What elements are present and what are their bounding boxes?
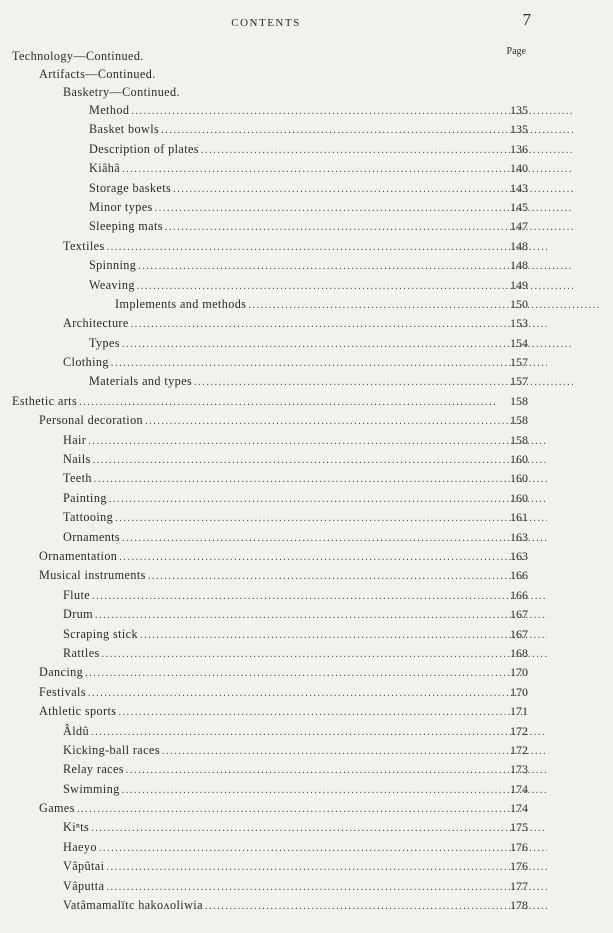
toc-entry-label: Festivals <box>39 684 86 699</box>
toc-entry <box>0 450 613 469</box>
toc-entry-label: Textiles <box>63 238 105 253</box>
toc-entry-label: Swimming <box>63 781 120 796</box>
toc-entry <box>0 741 613 760</box>
toc-entry-page: 178 <box>510 898 528 913</box>
dot-leader <box>111 354 547 373</box>
toc-entry-page: 167 <box>510 626 528 641</box>
toc-entry <box>0 411 613 430</box>
toc-entry-page: 158 <box>510 393 528 408</box>
toc-entry <box>0 276 613 295</box>
toc-entry-label: Materials and types <box>89 374 193 389</box>
toc-entry-label: Teeth <box>63 471 92 486</box>
toc-entry-label: Drum <box>63 607 94 622</box>
toc-entry <box>0 314 613 333</box>
toc-entry-label: Tattooing <box>63 510 114 525</box>
toc-entry-label: Architecture <box>63 316 129 331</box>
toc-entry-line <box>39 411 529 431</box>
dot-leader <box>92 587 547 606</box>
toc-entry <box>0 760 613 779</box>
toc-entry <box>0 547 613 566</box>
toc-entry-line <box>63 586 553 606</box>
toc-entry-page: 175 <box>510 820 528 835</box>
dot-leader <box>77 800 523 819</box>
toc-entry-line <box>39 65 529 83</box>
toc-entry-label: Weaving <box>89 277 135 292</box>
toc-entry-label: Sleeping mats <box>89 219 163 234</box>
dot-leader <box>85 664 523 683</box>
toc-entry-page: 176 <box>510 859 528 874</box>
toc-entry-line <box>63 818 553 838</box>
toc-entry-label: Basketry—Continued. <box>63 85 180 99</box>
toc-entry-page: 145 <box>510 199 528 214</box>
toc-entry-page: 160 <box>510 452 528 467</box>
toc-entry-line <box>39 702 529 722</box>
dot-leader <box>119 548 523 567</box>
toc-entry <box>0 65 613 83</box>
toc-entry <box>0 896 613 915</box>
toc-entry-line <box>63 469 553 489</box>
toc-entry-label: Artifacts—Continued. <box>39 67 156 81</box>
toc-entry <box>0 431 613 450</box>
toc-entry <box>0 857 613 876</box>
toc-entry-page: 148 <box>510 258 528 273</box>
toc-entry <box>0 237 613 256</box>
toc-entry-page: 167 <box>510 607 528 622</box>
toc-entry-page: 174 <box>510 781 528 796</box>
toc-entry-label: Haeyo <box>63 839 97 854</box>
toc-entry <box>0 217 613 236</box>
dot-leader <box>95 606 547 625</box>
toc-entry <box>0 83 613 101</box>
toc-entry-label: Personal decoration <box>39 413 144 428</box>
toc-entry <box>0 683 613 702</box>
toc-entry-page: 163 <box>510 548 528 563</box>
toc-entry-page: 172 <box>510 742 528 757</box>
toc-entry-page: 176 <box>510 839 528 854</box>
toc-entry <box>0 625 613 644</box>
toc-entry <box>0 295 613 314</box>
toc-entry-label: Storage baskets <box>89 180 172 195</box>
toc-entry-line <box>115 295 605 315</box>
toc-entry-line <box>63 741 553 761</box>
toc-entry-line <box>39 799 529 819</box>
toc-entry <box>0 818 613 837</box>
toc-entry-page: 173 <box>510 762 528 777</box>
toc-entry-label: Ornamentation <box>39 548 118 563</box>
toc-entry-page: 177 <box>510 878 528 893</box>
toc-entry-label: Relay races <box>63 762 124 777</box>
toc-entry-page: 166 <box>510 587 528 602</box>
dot-leader <box>93 451 547 470</box>
toc-entry-line <box>39 566 529 586</box>
toc-entry-label: Minor types <box>89 199 153 214</box>
toc-entry-label: Flute <box>63 587 91 602</box>
toc-entry-label: Ornaments <box>63 529 121 544</box>
toc-entry-page: 170 <box>510 684 528 699</box>
dot-leader <box>106 858 547 877</box>
toc-entry-label: Method <box>89 103 130 117</box>
toc-entry-label: Âldû <box>63 723 89 738</box>
toc-entry-page: 158 <box>510 432 528 447</box>
toc-entry <box>0 392 613 411</box>
toc-entry-page: 157 <box>510 374 528 389</box>
dot-leader <box>118 703 523 722</box>
toc-entry <box>0 120 613 139</box>
toc-entry <box>0 159 613 178</box>
toc-entry-page: 157 <box>510 355 528 370</box>
toc-entry-page: 170 <box>510 665 528 680</box>
toc-entry <box>0 140 613 159</box>
toc-entry-line <box>63 896 553 916</box>
toc-entry-line <box>63 760 553 780</box>
toc-entry-page: 150 <box>510 296 528 311</box>
dot-leader <box>122 529 547 548</box>
toc-entry <box>0 47 613 65</box>
toc-entry-page: 158 <box>510 413 528 428</box>
toc-entry-label: Games <box>39 801 75 816</box>
toc-entry-page: 160 <box>510 471 528 486</box>
toc-entry-page: 161 <box>510 510 528 525</box>
toc-entry-label: Kiâhâ <box>89 161 121 176</box>
toc-entry-line <box>12 392 502 412</box>
toc-entry-page: 174 <box>510 801 528 816</box>
toc-entry-page: 168 <box>510 645 528 660</box>
toc-entry-line <box>63 353 553 373</box>
toc-entry-label: Hair <box>63 432 87 447</box>
toc-entry-page: 166 <box>510 568 528 583</box>
toc-entry-page: 147 <box>510 219 528 234</box>
toc-entry-line <box>63 877 553 897</box>
dot-leader <box>109 490 547 509</box>
toc-entry-label: Painting <box>63 490 107 505</box>
toc-entry-label: Musical instruments <box>39 568 146 583</box>
toc-entry <box>0 353 613 372</box>
toc-entry-line <box>63 431 553 451</box>
toc-entry-label: Nails <box>63 452 91 467</box>
toc-entry-line <box>39 547 529 567</box>
dot-leader <box>140 626 547 645</box>
page-column-label: Page <box>506 46 526 57</box>
toc-entry-label: Vâputta <box>63 878 105 893</box>
dot-leader <box>122 781 547 800</box>
toc-entry-line <box>63 780 553 800</box>
dot-leader <box>106 878 547 897</box>
toc-entry <box>0 838 613 857</box>
toc-entry-label: Dancing <box>39 665 84 680</box>
page-number: 7 <box>522 10 531 29</box>
toc-entry-label: Basket bowls <box>89 122 160 137</box>
toc-entry-label: Scraping stick <box>63 626 138 641</box>
toc-entry <box>0 702 613 721</box>
toc-entry-page: 163 <box>510 529 528 544</box>
toc-entry <box>0 334 613 353</box>
dot-leader <box>79 393 496 412</box>
toc-entry-line <box>63 450 553 470</box>
dot-leader <box>99 839 547 858</box>
toc-entry-label: Description of plates <box>89 141 199 156</box>
toc-entry-line <box>63 625 553 645</box>
toc-entry <box>0 722 613 741</box>
toc-entry <box>0 605 613 624</box>
dot-leader <box>148 567 523 586</box>
toc-entry-line <box>63 722 553 742</box>
toc-entry-label: Spinning <box>89 258 137 273</box>
dot-leader <box>145 412 523 431</box>
toc-entry <box>0 179 613 198</box>
toc-entry-page: 148 <box>510 238 528 253</box>
dot-leader <box>248 296 599 315</box>
dot-leader <box>94 470 547 489</box>
toc-entry-label: Clothing <box>63 355 109 370</box>
toc-entry-line <box>63 528 553 548</box>
toc-entry-line <box>63 237 553 257</box>
table-of-contents <box>0 47 613 915</box>
toc-entry <box>0 663 613 682</box>
running-head <box>0 10 613 34</box>
toc-entry-label: Implements and methods <box>115 296 247 311</box>
toc-entry <box>0 489 613 508</box>
toc-entry-label: Rattles <box>63 645 100 660</box>
toc-entry-label: Vâpûtai <box>63 859 105 874</box>
toc-entry <box>0 780 613 799</box>
toc-entry-page: 140 <box>510 161 528 176</box>
dot-leader <box>88 684 523 703</box>
toc-entry-page: 172 <box>510 723 528 738</box>
dot-leader <box>91 819 547 838</box>
toc-entry-page: 153 <box>510 316 528 331</box>
toc-entry-line <box>63 605 553 625</box>
toc-entry <box>0 877 613 896</box>
toc-entry <box>0 528 613 547</box>
dot-leader <box>126 761 547 780</box>
toc-entry-label: Kicking-ball races <box>63 742 160 757</box>
toc-entry-line <box>39 683 529 703</box>
toc-entry <box>0 508 613 527</box>
toc-entry <box>0 644 613 663</box>
toc-entry <box>0 372 613 391</box>
toc-entry-label: Athletic sports <box>39 704 117 719</box>
dot-leader <box>102 645 547 664</box>
toc-entry <box>0 101 613 120</box>
toc-entry-line <box>63 838 553 858</box>
toc-entry-line <box>12 47 502 65</box>
toc-entry <box>0 566 613 585</box>
toc-entry-label: Esthetic arts <box>12 393 78 408</box>
toc-entry-page: 136 <box>510 141 528 156</box>
toc-entry-line <box>63 644 553 664</box>
toc-entry-label: Technology—Continued. <box>12 49 144 63</box>
dot-leader <box>107 238 547 257</box>
dot-leader <box>115 509 547 528</box>
toc-entry-line <box>63 314 553 334</box>
toc-entry <box>0 586 613 605</box>
toc-entry-label: Kiⁿts <box>63 820 90 835</box>
toc-entry-label: Types <box>89 335 120 350</box>
dot-leader <box>91 723 547 742</box>
toc-entry-page: 171 <box>510 704 528 719</box>
running-title: CONTENTS <box>231 17 301 29</box>
toc-entry-page: 160 <box>510 490 528 505</box>
toc-entry-page: 135 <box>510 103 528 117</box>
toc-entry-label: Vatâmamalïtc hakoʌoliwia <box>63 898 203 913</box>
toc-entry <box>0 198 613 217</box>
toc-entry <box>0 256 613 275</box>
toc-entry-line <box>63 489 553 509</box>
toc-entry-page: 154 <box>510 335 528 350</box>
dot-leader <box>131 315 547 334</box>
toc-entry <box>0 799 613 818</box>
toc-entry-page: 149 <box>510 277 528 292</box>
toc-entry-line <box>63 83 553 101</box>
toc-entry-line <box>39 663 529 683</box>
toc-entry-line <box>63 857 553 877</box>
toc-entry-page: 143 <box>510 180 528 195</box>
dot-leader <box>88 432 547 451</box>
toc-entry <box>0 469 613 488</box>
toc-entry-page: 135 <box>510 122 528 137</box>
toc-entry-line <box>63 508 553 528</box>
